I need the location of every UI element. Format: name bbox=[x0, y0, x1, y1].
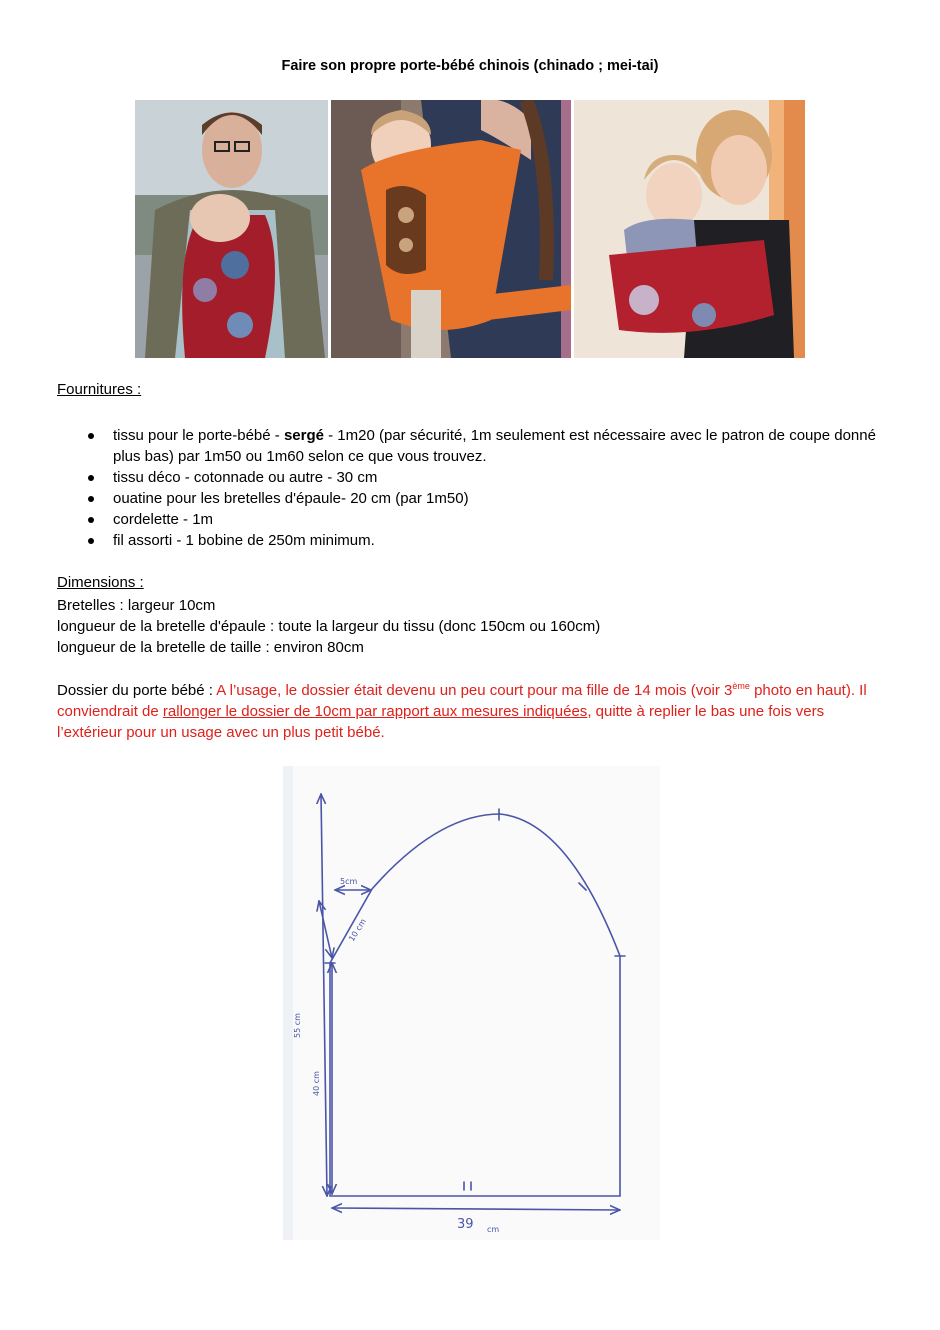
dossier-note: A l’usage, le dossier était devenu un peu court pour ma fille de 14 mois (voir 3ème photo en haut). Il conviendrait de rallonger le dossier de 10cm par rapport aux mesures indiquées, quitte à replier le bas une fois vers l’extérieur pour un usage avec un plus petit bébé. bbox=[57, 681, 867, 741]
label-offset: 5cm bbox=[340, 877, 358, 886]
fournitures-heading: Fournitures : bbox=[57, 381, 142, 398]
label-side-height: 40 cm bbox=[312, 1071, 321, 1096]
label-total-height: 55 cm bbox=[293, 1013, 302, 1038]
list-item: cordelette - 1m bbox=[57, 509, 887, 530]
photo-man-red-carrier bbox=[135, 100, 328, 358]
fournitures-list bbox=[57, 425, 887, 551]
list-item: ouatine pour les bretelles d'épaule- 20 cm (par 1m50) bbox=[57, 488, 887, 509]
label-width-unit: cm bbox=[487, 1225, 500, 1234]
dimensions-heading: Dimensions : bbox=[57, 574, 144, 591]
photo-woman-toddler-red-carrier bbox=[574, 100, 805, 358]
list-item: tissu déco - cotonnade ou autre - 30 cm bbox=[57, 467, 887, 488]
photo-strip bbox=[135, 100, 805, 358]
dimension-line: longueur de la bretelle de taille : environ 80cm bbox=[57, 639, 364, 656]
list-item: fil assorti - 1 bobine de 250m minimum. bbox=[57, 530, 887, 551]
dimension-line: Bretelles : largeur 10cm bbox=[57, 597, 216, 614]
document-title: Faire son propre porte-bébé chinois (chinado ; mei-tai) bbox=[281, 58, 659, 74]
dimension-line: longueur de la bretelle d'épaule : toute la largeur du tissu (donc 150cm ou 160cm) bbox=[57, 618, 601, 635]
list-item: tissu pour le porte-bébé - sergé - 1m20 (par sécurité, 1m seulement est nécessaire avec le patron de coupe donné plus bas) par 1m50 ou 1m60 selon ce que vous trouvez. bbox=[57, 425, 887, 467]
label-width-value: 39 bbox=[457, 1217, 474, 1232]
dossier-label: Dossier du porte bébé : bbox=[57, 682, 217, 699]
dossier-paragraph bbox=[57, 680, 887, 743]
photo-woman-orange-carrier bbox=[331, 100, 571, 358]
label-diagonal: 10 cm bbox=[347, 917, 368, 944]
pattern-drawing bbox=[283, 766, 660, 1240]
